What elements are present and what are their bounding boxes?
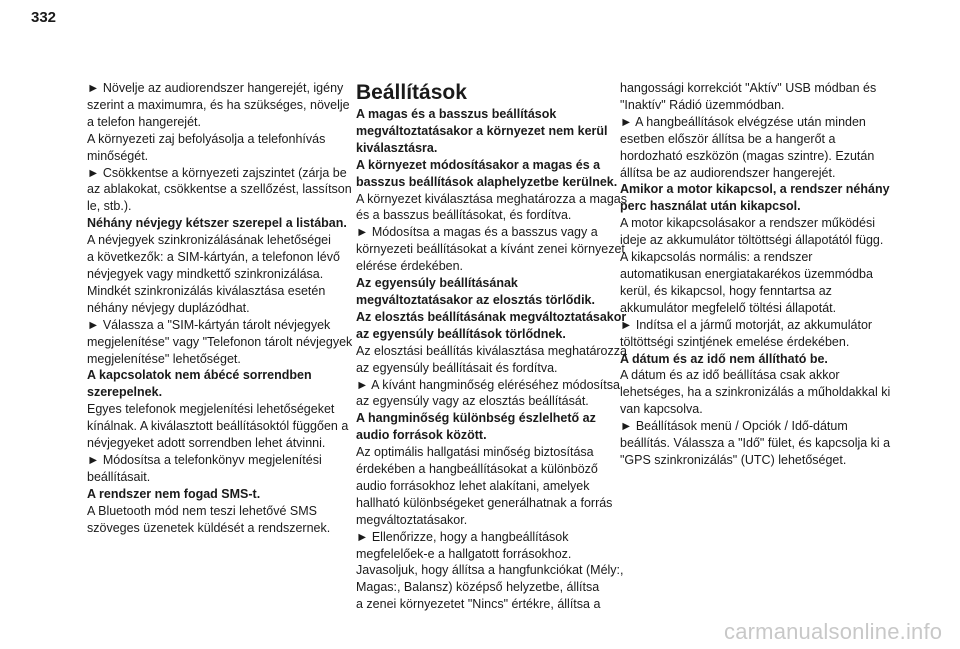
paragraph: ► A kívánt hangminőség eléréséhez módosítsa az egyensúly vagy az elosztás beállítását. — [356, 377, 620, 409]
paragraph: ► A hangbeállítások elvégzése után minden esetben először állítsa be a hangerőt a hordozható eszközön (magas szintre). Ezután állítsa be az audiorendszer hangerejét. — [620, 114, 875, 180]
paragraph: A környezeti zaj befolyásolja a telefonhívás minőségét. — [87, 131, 326, 163]
bold-heading: A hangminőség különbség észlelhető az audio források között. — [356, 411, 596, 443]
paragraph: ► Módosítsa a magas és a basszus vagy a környezeti beállításokat a kívánt zenei környezet elérése érdekében. — [356, 225, 625, 274]
paragraph: A névjegyek szinkronizálásának lehetőségei a következők: a SIM-kártyán, a telefonon lévő névjegyek vagy mindkettő szinkronizálása. Mindkét szinkronizálás kiválasztása esetén néhány névjegy duplázódhat. — [87, 233, 340, 315]
right-column — [620, 80, 892, 469]
paragraph: ► Módosítsa a telefonkönyv megjelenítési beállításait. — [87, 452, 322, 484]
paragraph: hangossági korrekciót "Aktív" USB módban és "Inaktív" Rádió üzemmódban. — [620, 81, 877, 112]
left-column — [87, 80, 359, 536]
paragraph: Az optimális hallgatási minőség biztosítása érdekében a hangbeállításokat a különböző audio forrásokhoz lehet alakítani, amelyek hallható különbségeket generálhatnak a forrás megváltoztatásakor. — [356, 445, 613, 527]
paragraph: A dátum és az idő beállítása csak akkor lehetséges, ha a szinkronizálás a műholdakkal ki van kapcsolva. — [620, 368, 891, 417]
paragraph: A környezet kiválasztása meghatározza a magas és a basszus beállításokat, és fordítva. — [356, 191, 627, 223]
paragraph: Az elosztási beállítás kiválasztása meghatározza az egyensúly beállításait és fordítva. — [356, 343, 627, 375]
bold-heading: Amikor a motor kikapcsol, a rendszer néhány perc használat után kikapcsol. — [620, 182, 890, 214]
paragraph: ► Ellenőrizze, hogy a hangbeállítások megfelelőek-e a hallgatott forrásokhoz. Javasoljuk, hogy állítsa a hangfunkciókat (Mély:, Magas:, Balansz) középső helyzetbe, állítsa a zenei környezetet "Nincs" értékre, állítsa a — [356, 529, 624, 612]
paragraph: Egyes telefonok megjelenítési lehetőségeket kínálnak. A kiválasztott beállításoktól függően a névjegyeket adott sorrendben lehet átvinni. — [87, 402, 349, 451]
paragraph: ► Csökkentse a környezeti zajszintet (zárja be az ablakokat, csökkentse a szellőzést, lassítson le, stb.). — [87, 165, 352, 214]
paragraph: ► Válassza a "SIM-kártyán tárolt névjegyek megjelenítése" vagy "Telefonon tárolt névjegyek megjelenítése" lehetőséget. — [87, 317, 353, 366]
bold-heading: A rendszer nem fogad SMS-t. — [87, 486, 261, 501]
paragraph: A motor kikapcsolásakor a rendszer működési ideje az akkumulátor töltöttségi állapotától függ. A kikapcsolás normális: a rendszer automatikusan energiatakarékos üzemmódba kerül, és kikapcsol, hogy fenntartsa az akkumulátor megfelelő töltési állapotát. — [620, 216, 884, 315]
paragraph: ► Indítsa el a jármű motorját, az akkumulátor töltöttségi szintjének emelése érdekében. — [620, 317, 873, 349]
bold-heading: A dátum és az idő nem állítható be. — [620, 351, 828, 366]
watermark: carmanualsonline.info — [724, 619, 943, 644]
page-number: 332 — [31, 9, 57, 26]
section-title: Beállítások — [356, 81, 467, 104]
paragraph: ► Növelje az audiorendszer hangerejét, igény szerint a maximumra, és ha szükséges, növelje a telefon hangerejét. — [87, 81, 350, 129]
middle-column — [356, 106, 628, 613]
bold-heading: A kapcsolatok nem ábécé sorrendben szerepelnek. — [87, 368, 312, 400]
paragraph: ► Beállítások menü / Opciók / Idő-dátum beállítás. Válassza a "Idő" fület, és kapcsolja ki a "GPS szinkronizálás" (UTC) lehetőséget. — [620, 419, 891, 467]
bold-heading: A magas és a basszus beállítások megváltoztatásakor a környezet nem kerül kiválasztásra. A környezet módosításakor a magas és a basszus beállítások alaphelyzetbe kerülnek. — [356, 107, 618, 189]
bold-heading: Az egyensúly beállításának megváltoztatásakor az elosztás törlődik. Az elosztás beállításának megváltoztatásakor az egyensúly beállítások törlődnek. — [356, 276, 627, 341]
bold-heading: Néhány névjegy kétszer szerepel a listában. — [87, 216, 347, 231]
paragraph: A Bluetooth mód nem teszi lehetővé SMS szöveges üzenetek küldését a rendszernek. — [87, 503, 331, 535]
